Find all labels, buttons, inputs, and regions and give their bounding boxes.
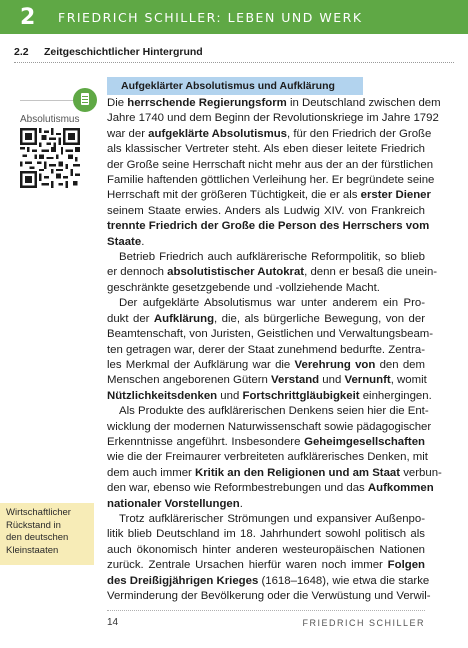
text-line	[107, 158, 434, 173]
text-line	[107, 389, 432, 404]
text-line	[107, 373, 425, 388]
bold-term: Fortschrittgläubigkeit	[242, 389, 360, 402]
text-line	[107, 358, 425, 373]
text-run: in Deutschland zwischen dem	[286, 97, 441, 109]
text-run: dem auch immer	[107, 466, 195, 479]
bold-term: trennte Friedrich der Große die Person des Herrschers vom	[107, 220, 430, 233]
text-run: und	[217, 389, 243, 402]
text-line	[107, 420, 432, 435]
text-run: Herrschaft mit der größeren Tüchtigkeit, die er als	[107, 189, 361, 202]
text-run: .	[239, 497, 243, 510]
text-run: Trotz aufklärerischer Strömungen und expansiver Außenpo-	[119, 512, 425, 525]
text-run: den war, ebenso wie Reformbestrebungen und das	[107, 482, 368, 495]
margin-note-line: den deutschen	[6, 532, 69, 543]
text-line	[107, 219, 430, 234]
text-line	[107, 589, 431, 604]
bold-term: des Dreißigjährigen Krieges	[107, 574, 259, 587]
text-line	[107, 250, 425, 265]
text-run: (1618–1648), wie etwa die starke	[258, 574, 430, 587]
text-run: .	[141, 235, 145, 248]
text-run: Jahre 1740 und dem Beginn der Revolutionskriege im Jahre 1792	[107, 112, 439, 125]
running-title: FRIEDRICH SCHILLER	[302, 618, 425, 628]
text-run: , denn er besaß die unein-	[304, 266, 438, 279]
margin-note-line: Wirtschaftlicher	[6, 507, 71, 518]
body-text	[107, 96, 442, 604]
text-run: Die	[107, 97, 128, 109]
text-run: als klassischer Vertreter steht. Als eben dieser leitete Friedrich	[107, 143, 425, 156]
text-line	[107, 343, 425, 358]
info-box-title: Aufgeklärter Absolutismus und Aufklärung	[107, 77, 363, 95]
margin-note-text	[6, 507, 94, 557]
qr-code[interactable]	[20, 128, 80, 188]
bold-term: Staate	[107, 235, 142, 248]
text-run: Der aufgeklärte Absolutismus war unter anderem ein Pro-	[119, 297, 425, 310]
text-run: les Merkmal der Aufklärung war die	[107, 358, 295, 371]
page-number: 14	[107, 617, 119, 628]
text-line	[107, 435, 425, 450]
bold-term: Aufklärung	[153, 312, 215, 325]
text-line	[107, 204, 425, 219]
text-line	[107, 111, 439, 126]
text-run: den dem	[375, 358, 425, 371]
bold-term: Verstand	[271, 374, 320, 387]
bold-term: Kritik an den Religionen und am Staat	[195, 466, 401, 479]
text-run: er dennoch	[107, 266, 168, 279]
margin-note	[0, 503, 94, 565]
section-title: Zeitgeschichtlicher Hintergrund	[44, 46, 203, 58]
section-divider	[14, 62, 454, 63]
margin-note-line: Rückstand in	[6, 519, 61, 531]
text-run: dukt der	[107, 312, 154, 325]
text-run: Als Produkte des aufklärerischen Denkens seien hier die Ent-	[119, 405, 429, 418]
text-run: , womit	[390, 374, 427, 387]
text-run: Erkenntnisse angeführt. Insbesondere	[107, 435, 305, 448]
text-line	[107, 404, 429, 419]
text-run: seinem Staate erwies. Anders als Ludwig XIV. von Frankreich	[107, 204, 425, 217]
bold-term: Verehrung von	[294, 358, 376, 371]
chapter-header	[0, 0, 468, 34]
text-line	[107, 466, 442, 481]
text-run: und	[319, 374, 345, 387]
text-run: litik blieb Deutschland im 18. Jahrhundert sowohl politisch als	[107, 528, 425, 541]
text-run: wicklung der modernen Naturwissenschaft sowie pädagogischer	[107, 420, 432, 433]
chapter-title: FRIEDRICH SCHILLER: LEBEN UND WERK	[58, 10, 363, 25]
text-line	[107, 142, 425, 157]
text-line	[107, 312, 425, 327]
text-line	[107, 543, 425, 558]
text-line	[107, 96, 441, 111]
bold-term: Folgen	[387, 559, 425, 572]
bold-term: Nützlichkeitsdenken	[107, 389, 218, 402]
text-run: , die, als bürgerliche Bewegung, von der	[214, 312, 425, 325]
text-line	[107, 558, 425, 573]
text-line	[107, 497, 425, 512]
chapter-number: 2	[20, 5, 36, 30]
text-run: ten getragen war, derer der Staat zunehmend bedurfte. Zentra-	[107, 343, 425, 356]
text-line	[107, 188, 431, 203]
text-run: Familie haftenden göttlichen Verleihung her. Er begründete seine	[107, 174, 435, 187]
footer-divider	[107, 610, 425, 611]
text-run: Menschen angeborenen Gütern	[107, 374, 272, 387]
text-run: geschränkte gesetzgebende und -vollziehende Macht.	[107, 281, 380, 294]
text-line	[107, 450, 428, 465]
text-run: Betrieb Friedrich auch aufklärerische Reformpolitik, so blieb	[119, 251, 425, 264]
text-line	[107, 127, 432, 142]
text-run: Beamtenschaft, von Juristen, Geistlichen und Verwaltungsbeam-	[107, 328, 434, 341]
text-run: war der	[107, 127, 149, 140]
text-run: auch ökonomisch hinter anderen westeuropäischen Nationen	[107, 543, 425, 556]
text-line	[107, 574, 430, 589]
text-run: einhergingen.	[359, 389, 432, 402]
text-line	[107, 512, 425, 527]
bold-term: Aufkommen	[367, 482, 434, 495]
sidebar-label: Absolutismus	[20, 114, 80, 125]
document-icon	[73, 88, 97, 112]
text-run: , für den Friedrich der Große	[287, 127, 432, 140]
text-line	[107, 173, 435, 188]
text-run: der Große seine Herrschaft nicht mehr aus der an der fürstlichen	[107, 158, 434, 171]
text-run: wie die der Freimaurer verbreiteten aufklärerisches Denken, mit	[107, 451, 428, 464]
text-line	[107, 265, 438, 280]
bold-term: Vernunft	[344, 374, 391, 387]
margin-note-line: Kleinstaaten	[6, 544, 59, 556]
bold-term: Geheimgesellschaften	[304, 435, 425, 448]
text-run: zurück. Zentrale Ursachen hierfür waren noch immer	[107, 559, 388, 572]
text-run: Verminderung der Bevölkerung oder die Verwüstung und Verwil-	[107, 590, 431, 602]
bold-term: absolutistischer Autokrat	[167, 266, 305, 279]
text-run: verbun-	[400, 466, 442, 479]
bold-term: aufgeklärte Absolutismus	[148, 127, 287, 140]
section-number: 2.2	[14, 46, 29, 58]
text-line	[107, 327, 434, 342]
bold-term: erster Diener	[360, 189, 431, 202]
text-line	[107, 235, 425, 250]
text-line	[107, 527, 425, 542]
text-line	[107, 481, 434, 496]
bold-term: herrschende Regierungsform	[127, 97, 287, 109]
text-line	[107, 296, 425, 311]
bold-term: nationaler Vorstellungen	[107, 497, 240, 510]
text-line	[107, 281, 425, 296]
section-heading	[14, 46, 203, 58]
